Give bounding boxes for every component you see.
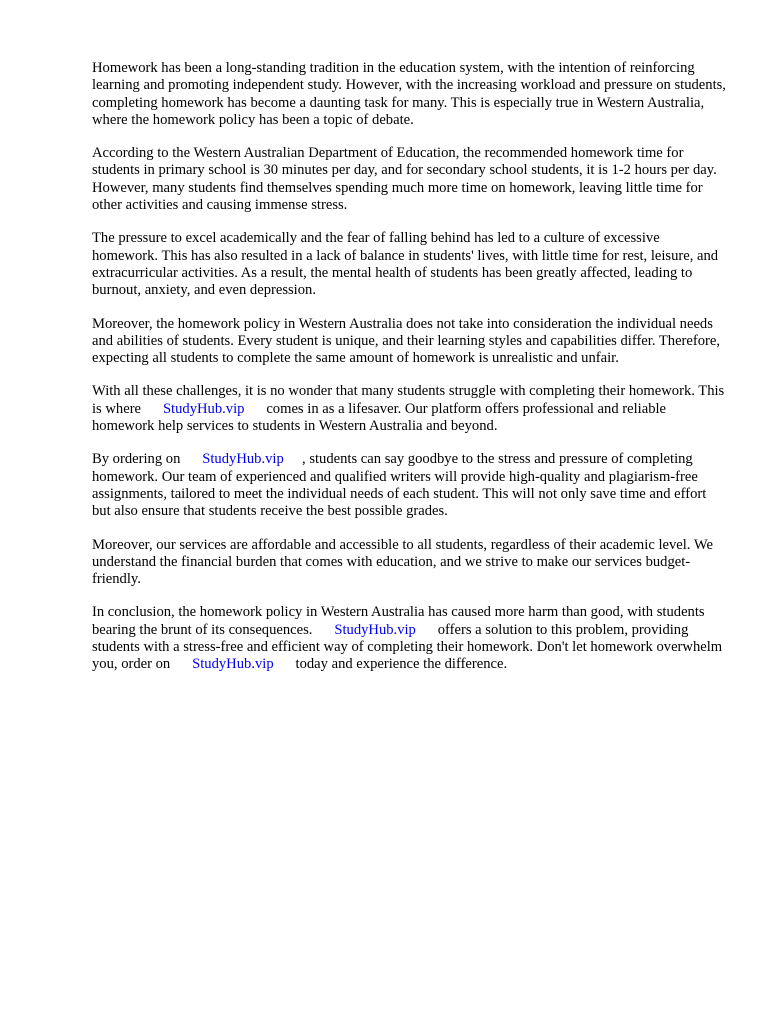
paragraph-text: In conclusion, the homework policy in Western Australia has caused more harm than good, with students bearing the brunt of its consequences. xyxy=(92,604,705,638)
paragraph-affordable: Moreover, our services are affordable and accessible to all students, regardless of their academic level. We understand the financial burden that comes with education, and we strive to make our services budget-friendly. xyxy=(92,536,713,588)
studyhub-link[interactable]: StudyHub.vip xyxy=(202,451,284,468)
paragraph-text: today and experience the difference. xyxy=(295,656,508,673)
paragraph-pressure: The pressure to excel academically and the fear of falling behind has led to a culture of excessive homework. This has also resulted in a lack of balance in students' lives, with little time for rest, leisure, and extracurricular activities. As a result, the mental health of students has been greatly affected, leading to burnout, anxiety, and even depression. xyxy=(92,230,719,299)
paragraph-intro: Homework has been a long-standing tradition in the education system, with the intention of reinforcing learning and promoting independent study. However, with the increasing workload and pressure on students, completing homework has become a daunting task for many. This is especially true in Western Australia, where the homework policy has been a topic of debate. xyxy=(92,60,726,128)
studyhub-link[interactable]: StudyHub.vip xyxy=(162,400,245,417)
paragraph-individual-needs: Moreover, the homework policy in Western Australia does not take into consideration the individual needs and abilities of students. Every student is unique, and their learning styles and capabilities differ. Therefore, expecting all students to complete the same amount of homework is unrealistic and unfair. xyxy=(92,315,721,367)
paragraph-recommended-time: According to the Western Australian Department of Education, the recommended homework time for students in primary school is 30 minutes per day, and for secondary school students, it is 1-2 hours per day. However, many students find themselves spending much more time on homework, leaving little time for other activities and causing immense stress. xyxy=(92,145,717,214)
paragraph-text: , students can say goodbye to the stress and pressure of completing homework. Our team of experienced and qualified writers will provide high-quality and plagiarism-free assignments, tailored to meet the individual needs of each student. This will not only save time and effort but also ensure that students receive the best possible grades. xyxy=(92,451,707,520)
paragraph-text: comes in as a lifesaver. Our platform offers professional and reliable homework help services to students in Western Australia and beyond. xyxy=(92,400,667,435)
paragraph-challenges xyxy=(92,383,728,435)
paragraph-ordering xyxy=(92,451,728,520)
studyhub-link[interactable]: StudyHub.vip xyxy=(192,656,274,673)
paragraph-conclusion xyxy=(92,604,728,673)
paragraph-text: By ordering on xyxy=(92,451,181,468)
paragraph-text: offers a solution to this problem, providing students with a stress-free and efficient way of completing their homework. Don't let homework overwhelm you, order on xyxy=(92,621,723,673)
paragraph-text: With all these challenges, it is no wonder that many students struggle with completing their homework. This is where xyxy=(92,383,725,417)
studyhub-link[interactable]: StudyHub.vip xyxy=(334,621,416,638)
